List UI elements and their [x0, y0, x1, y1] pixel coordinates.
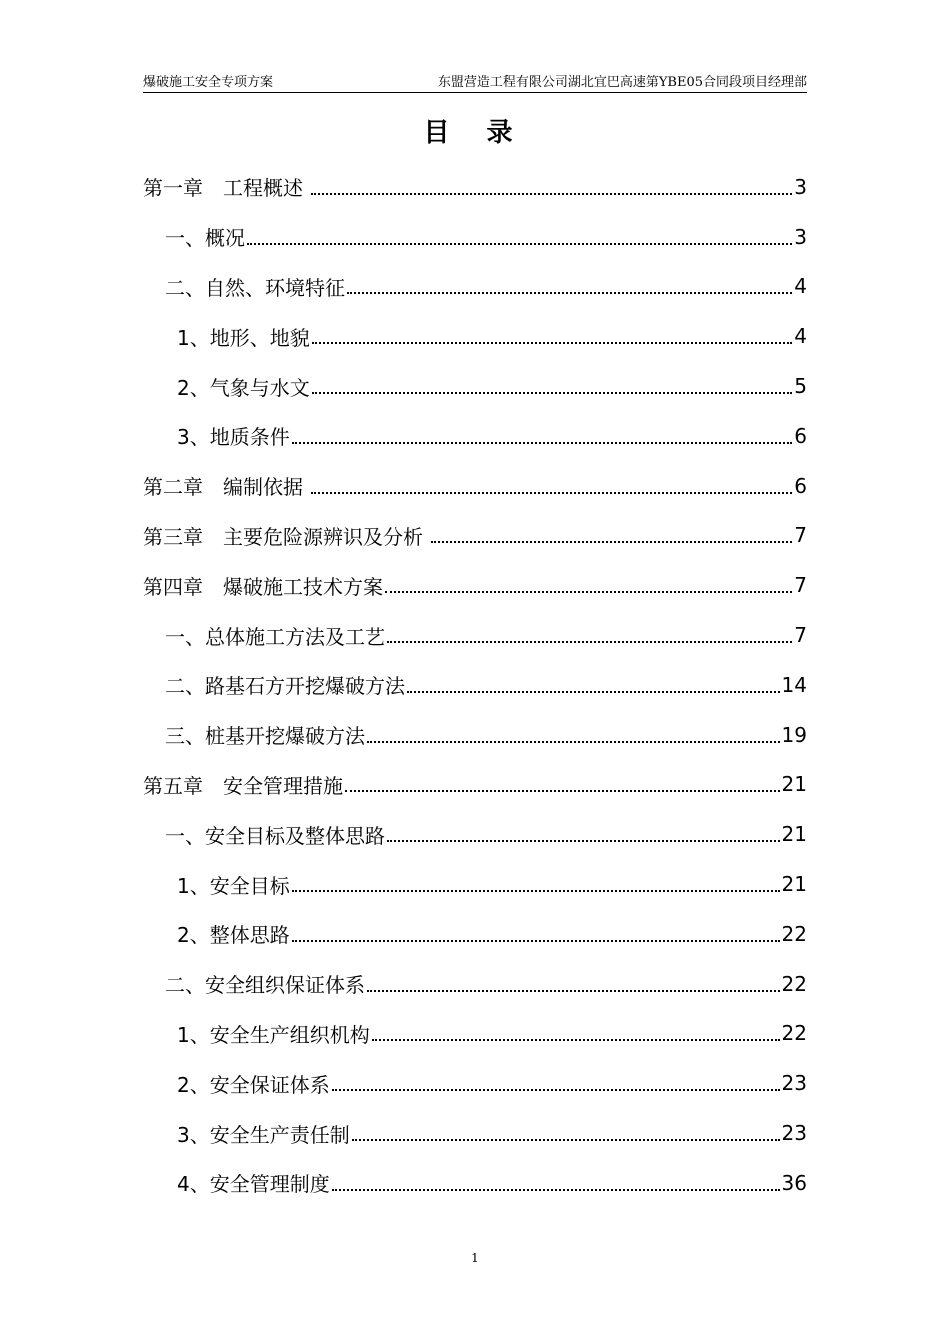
toc-leader-dots [345, 790, 780, 792]
toc-entry-page: 6 [794, 423, 807, 448]
toc-entry[interactable] [143, 560, 807, 610]
toc-entry-label: 1、地形、地貌 [177, 325, 310, 350]
toc-leader-dots [247, 243, 792, 245]
toc-entry-label: 4、安全管理制度 [177, 1172, 330, 1197]
toc-leader-dots [387, 840, 780, 842]
toc-entry-label: 第四章 爆破施工技术方案 [143, 574, 383, 599]
toc-leader-dots [312, 392, 793, 394]
toc-entry-label: 一、概况 [165, 226, 245, 251]
toc-entry-label: 第一章 工程概述 [143, 176, 310, 201]
toc-leader-dots [292, 940, 780, 942]
toc-entry-page: 36 [781, 1170, 807, 1195]
toc-entry-page: 3 [794, 174, 807, 199]
toc-entry-page: 7 [794, 573, 807, 598]
toc-entry[interactable] [143, 311, 807, 361]
toc-entry[interactable] [143, 1158, 807, 1208]
header-right-text: 东盟营造工程有限公司湖北宜巴高速第YBE05合同段项目经理部 [437, 75, 807, 90]
toc-entry-page: 23 [781, 1071, 807, 1096]
toc-entry[interactable] [143, 809, 807, 859]
toc-leader-dots [367, 990, 780, 992]
toc-entry-page: 21 [781, 772, 807, 797]
toc-entry-label: 3、安全生产责任制 [177, 1122, 350, 1147]
toc-entry-label: 1、安全目标 [177, 873, 290, 898]
toc-entry[interactable] [143, 760, 807, 810]
toc-leader-dots [372, 1039, 780, 1041]
toc-entry-label: 二、安全组织保证体系 [165, 973, 365, 998]
toc-entry-label: 3、地质条件 [177, 425, 290, 450]
toc-entry-page: 4 [794, 324, 807, 349]
toc-leader-dots [347, 292, 792, 294]
table-of-contents [143, 162, 807, 1208]
toc-leader-dots [332, 1089, 780, 1091]
toc-entry-label: 一、安全目标及整体思路 [165, 823, 385, 848]
toc-title: 目 录 [423, 118, 527, 148]
toc-entry-label: 2、气象与水文 [177, 375, 310, 400]
toc-entry[interactable] [143, 710, 807, 760]
toc-entry-label: 三、桩基开挖爆破方法 [165, 724, 365, 749]
toc-entry-page: 19 [781, 722, 807, 747]
toc-entry[interactable] [143, 1009, 807, 1059]
toc-entry-label: 第二章 编制依据 [143, 475, 310, 500]
toc-entry-page: 7 [794, 623, 807, 648]
page-number: 1 [471, 1251, 479, 1265]
toc-entry[interactable] [143, 511, 807, 561]
toc-leader-dots [292, 890, 780, 892]
toc-leader-dots [311, 193, 792, 195]
toc-entry[interactable] [143, 212, 807, 262]
toc-entry[interactable] [143, 361, 807, 411]
toc-entry-label: 1、安全生产组织机构 [177, 1022, 370, 1047]
toc-entry[interactable] [143, 1108, 807, 1158]
toc-entry-page: 22 [781, 1021, 807, 1046]
toc-entry-page: 4 [794, 274, 807, 299]
toc-entry-label: 2、安全保证体系 [177, 1072, 330, 1097]
page-header [143, 68, 807, 93]
toc-entry[interactable] [143, 162, 807, 212]
toc-entry-label: 二、自然、环境特征 [165, 275, 345, 300]
toc-entry-page: 3 [794, 224, 807, 249]
toc-leader-dots [431, 541, 792, 543]
toc-entry-page: 6 [794, 473, 807, 498]
toc-entry[interactable] [143, 461, 807, 511]
toc-leader-dots [387, 641, 792, 643]
toc-entry-page: 7 [794, 523, 807, 548]
toc-entry-label: 2、整体思路 [177, 923, 290, 948]
toc-leader-dots [385, 591, 792, 593]
toc-leader-dots [332, 1189, 780, 1191]
toc-entry-page: 5 [794, 374, 807, 399]
toc-entry[interactable] [143, 909, 807, 959]
toc-entry-page: 22 [781, 921, 807, 946]
toc-leader-dots [352, 1139, 780, 1141]
toc-entry-page: 21 [781, 822, 807, 847]
toc-entry[interactable] [143, 411, 807, 461]
toc-leader-dots [312, 342, 793, 344]
toc-leader-dots [311, 492, 792, 494]
toc-entry[interactable] [143, 859, 807, 909]
toc-leader-dots [367, 741, 780, 743]
toc-entry[interactable] [143, 660, 807, 710]
toc-entry[interactable] [143, 610, 807, 660]
toc-leader-dots [407, 691, 780, 693]
header-left-text: 爆破施工安全专项方案 [143, 75, 274, 90]
toc-entry-page: 21 [781, 872, 807, 897]
toc-entry-page: 22 [781, 971, 807, 996]
toc-entry[interactable] [143, 1058, 807, 1108]
toc-entry[interactable] [143, 959, 807, 1009]
toc-leader-dots [292, 442, 793, 444]
toc-entry-label: 第五章 安全管理措施 [143, 773, 343, 798]
toc-entry-label: 第三章 主要危险源辨识及分析 [143, 524, 430, 549]
toc-entry-label: 二、路基石方开挖爆破方法 [165, 674, 405, 699]
toc-entry-page: 23 [781, 1121, 807, 1146]
toc-entry-label: 一、总体施工方法及工艺 [165, 624, 385, 649]
toc-entry-page: 14 [781, 672, 807, 697]
toc-entry[interactable] [143, 262, 807, 312]
